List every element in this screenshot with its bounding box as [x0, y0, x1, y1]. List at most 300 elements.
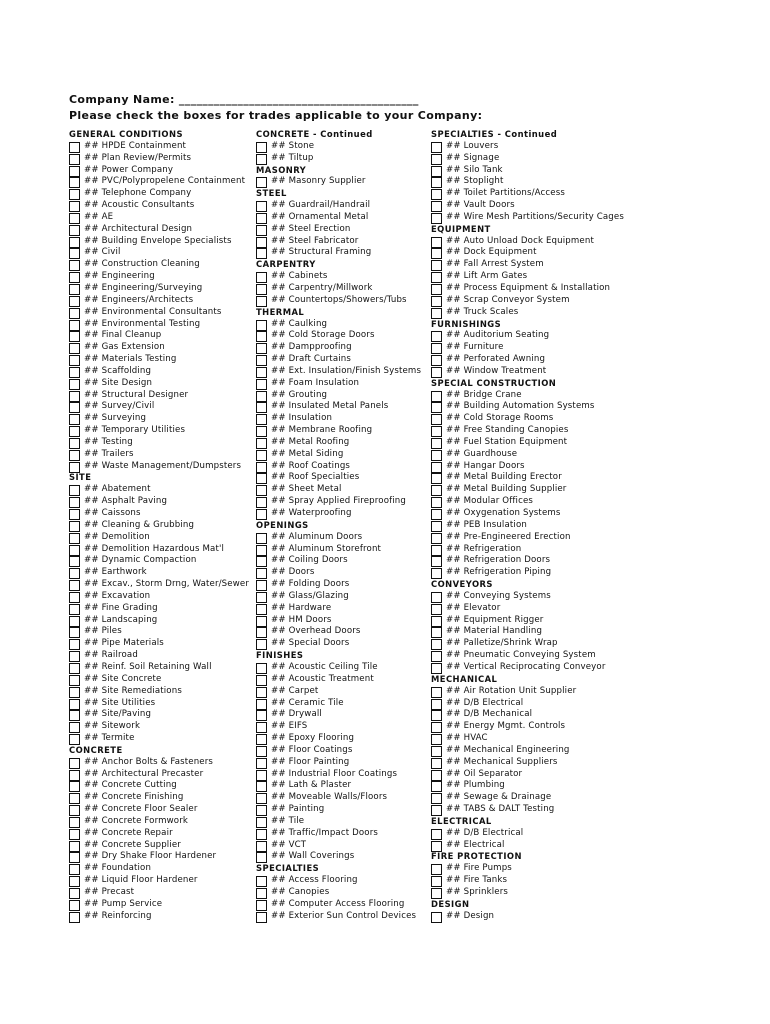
trade-checkbox[interactable] — [69, 438, 80, 449]
trade-checkbox[interactable] — [431, 391, 442, 402]
trade-checkbox[interactable] — [256, 497, 267, 508]
trade-item[interactable] — [256, 709, 430, 721]
trade-checkbox[interactable] — [256, 758, 267, 769]
trade-item[interactable] — [431, 295, 636, 307]
trade-checkbox[interactable] — [431, 213, 442, 224]
trade-item[interactable] — [256, 792, 430, 804]
trade-checkbox[interactable] — [256, 367, 267, 378]
trade-checkbox[interactable] — [256, 154, 267, 165]
trade-item[interactable] — [256, 484, 430, 496]
trade-item[interactable] — [256, 212, 430, 224]
trade-checkbox[interactable] — [69, 545, 80, 556]
trade-checkbox[interactable] — [431, 402, 442, 413]
trade-item[interactable] — [256, 804, 430, 816]
trade-item[interactable] — [256, 899, 430, 911]
trade-checkbox[interactable] — [69, 852, 80, 863]
trade-checkbox[interactable] — [431, 462, 442, 473]
trade-item[interactable] — [69, 401, 257, 413]
trade-item[interactable] — [256, 721, 430, 733]
trade-checkbox[interactable] — [256, 687, 267, 698]
trade-item[interactable] — [431, 721, 636, 733]
trade-item[interactable] — [431, 520, 636, 532]
trade-item[interactable] — [431, 508, 636, 520]
trade-checkbox[interactable] — [69, 912, 80, 923]
trade-checkbox[interactable] — [256, 533, 267, 544]
trade-item[interactable] — [69, 165, 257, 177]
trade-item[interactable] — [69, 875, 257, 887]
trade-checkbox[interactable] — [69, 426, 80, 437]
trade-checkbox[interactable] — [256, 320, 267, 331]
trade-checkbox[interactable] — [69, 296, 80, 307]
trade-item[interactable] — [69, 413, 257, 425]
trade-checkbox[interactable] — [256, 355, 267, 366]
trade-item[interactable] — [431, 366, 636, 378]
trade-item[interactable] — [69, 662, 257, 674]
trade-item[interactable] — [256, 555, 430, 567]
trade-item[interactable] — [256, 271, 430, 283]
trade-item[interactable] — [256, 449, 430, 461]
trade-checkbox[interactable] — [69, 900, 80, 911]
trade-checkbox[interactable] — [256, 663, 267, 674]
trade-checkbox[interactable] — [431, 272, 442, 283]
trade-checkbox[interactable] — [431, 592, 442, 603]
trade-item[interactable] — [256, 579, 430, 591]
trade-item[interactable] — [256, 626, 430, 638]
trade-item[interactable] — [69, 698, 257, 710]
trade-checkbox[interactable] — [431, 142, 442, 153]
trade-checkbox[interactable] — [69, 355, 80, 366]
trade-item[interactable] — [69, 863, 257, 875]
trade-item[interactable] — [69, 437, 257, 449]
trade-checkbox[interactable] — [256, 734, 267, 745]
trade-checkbox[interactable] — [431, 284, 442, 295]
trade-checkbox[interactable] — [431, 746, 442, 757]
trade-item[interactable] — [256, 437, 430, 449]
trade-item[interactable] — [431, 271, 636, 283]
trade-item[interactable] — [69, 638, 257, 650]
trade-checkbox[interactable] — [431, 438, 442, 449]
trade-item[interactable] — [431, 354, 636, 366]
trade-checkbox[interactable] — [256, 852, 267, 863]
trade-checkbox[interactable] — [69, 592, 80, 603]
trade-checkbox[interactable] — [431, 758, 442, 769]
trade-checkbox[interactable] — [431, 663, 442, 674]
trade-checkbox[interactable] — [69, 485, 80, 496]
trade-item[interactable] — [431, 236, 636, 248]
trade-item[interactable] — [256, 686, 430, 698]
trade-checkbox[interactable] — [69, 604, 80, 615]
trade-item[interactable] — [431, 283, 636, 295]
trade-item[interactable] — [69, 911, 257, 923]
trade-checkbox[interactable] — [431, 639, 442, 650]
trade-item[interactable] — [431, 698, 636, 710]
trade-item[interactable] — [256, 591, 430, 603]
trade-checkbox[interactable] — [431, 414, 442, 425]
trade-item[interactable] — [256, 840, 430, 852]
trade-item[interactable] — [69, 378, 257, 390]
trade-item[interactable] — [69, 319, 257, 331]
trade-item[interactable] — [69, 247, 257, 259]
trade-checkbox[interactable] — [69, 663, 80, 674]
trade-item[interactable] — [256, 615, 430, 627]
trade-item[interactable] — [431, 330, 636, 342]
trade-checkbox[interactable] — [431, 545, 442, 556]
trade-item[interactable] — [256, 733, 430, 745]
trade-checkbox[interactable] — [69, 331, 80, 342]
trade-item[interactable] — [69, 224, 257, 236]
trade-checkbox[interactable] — [431, 793, 442, 804]
trade-item[interactable] — [256, 851, 430, 863]
trade-checkbox[interactable] — [431, 781, 442, 792]
trade-checkbox[interactable] — [69, 272, 80, 283]
trade-item[interactable] — [256, 567, 430, 579]
trade-checkbox[interactable] — [431, 154, 442, 165]
trade-item[interactable] — [69, 496, 257, 508]
trade-item[interactable] — [431, 603, 636, 615]
trade-item[interactable] — [69, 295, 257, 307]
trade-checkbox[interactable] — [431, 841, 442, 852]
trade-checkbox[interactable] — [69, 639, 80, 650]
trade-checkbox[interactable] — [431, 355, 442, 366]
trade-item[interactable] — [256, 508, 430, 520]
trade-item[interactable] — [256, 544, 430, 556]
trade-checkbox[interactable] — [69, 758, 80, 769]
trade-checkbox[interactable] — [256, 841, 267, 852]
trade-item[interactable] — [69, 780, 257, 792]
trade-item[interactable] — [69, 851, 257, 863]
trade-item[interactable] — [69, 816, 257, 828]
trade-checkbox[interactable] — [69, 616, 80, 627]
trade-item[interactable] — [256, 828, 430, 840]
trade-item[interactable] — [69, 236, 257, 248]
trade-checkbox[interactable] — [69, 710, 80, 721]
trade-checkbox[interactable] — [431, 604, 442, 615]
trade-checkbox[interactable] — [256, 627, 267, 638]
trade-checkbox[interactable] — [256, 604, 267, 615]
trade-item[interactable] — [431, 555, 636, 567]
trade-checkbox[interactable] — [431, 260, 442, 271]
trade-item[interactable] — [256, 496, 430, 508]
trade-checkbox[interactable] — [69, 237, 80, 248]
trade-item[interactable] — [431, 626, 636, 638]
trade-item[interactable] — [69, 461, 257, 473]
trade-item[interactable] — [256, 780, 430, 792]
trade-checkbox[interactable] — [69, 462, 80, 473]
trade-item[interactable] — [256, 413, 430, 425]
trade-checkbox[interactable] — [431, 627, 442, 638]
trade-checkbox[interactable] — [256, 912, 267, 923]
trade-checkbox[interactable] — [431, 710, 442, 721]
trade-checkbox[interactable] — [69, 734, 80, 745]
trade-checkbox[interactable] — [69, 817, 80, 828]
trade-item[interactable] — [69, 307, 257, 319]
trade-item[interactable] — [256, 638, 430, 650]
trade-item[interactable] — [69, 544, 257, 556]
trade-checkbox[interactable] — [256, 746, 267, 757]
trade-item[interactable] — [431, 165, 636, 177]
trade-item[interactable] — [256, 745, 430, 757]
trade-checkbox[interactable] — [256, 284, 267, 295]
trade-checkbox[interactable] — [256, 177, 267, 188]
trade-item[interactable] — [69, 674, 257, 686]
trade-item[interactable] — [69, 390, 257, 402]
trade-item[interactable] — [431, 615, 636, 627]
trade-item[interactable] — [431, 200, 636, 212]
trade-item[interactable] — [256, 283, 430, 295]
trade-item[interactable] — [431, 425, 636, 437]
trade-checkbox[interactable] — [431, 651, 442, 662]
trade-checkbox[interactable] — [256, 237, 267, 248]
trade-checkbox[interactable] — [431, 521, 442, 532]
trade-checkbox[interactable] — [431, 497, 442, 508]
trade-item[interactable] — [431, 780, 636, 792]
trade-checkbox[interactable] — [431, 237, 442, 248]
trade-checkbox[interactable] — [256, 426, 267, 437]
trade-item[interactable] — [69, 804, 257, 816]
trade-item[interactable] — [431, 769, 636, 781]
trade-checkbox[interactable] — [431, 343, 442, 354]
trade-checkbox[interactable] — [431, 509, 442, 520]
trade-item[interactable] — [69, 899, 257, 911]
trade-checkbox[interactable] — [256, 817, 267, 828]
trade-item[interactable] — [69, 579, 257, 591]
trade-item[interactable] — [69, 484, 257, 496]
trade-checkbox[interactable] — [256, 568, 267, 579]
trade-item[interactable] — [431, 686, 636, 698]
trade-checkbox[interactable] — [256, 462, 267, 473]
trade-item[interactable] — [69, 449, 257, 461]
trade-checkbox[interactable] — [431, 687, 442, 698]
trade-checkbox[interactable] — [69, 367, 80, 378]
trade-checkbox[interactable] — [69, 568, 80, 579]
trade-checkbox[interactable] — [69, 225, 80, 236]
trade-item[interactable] — [431, 437, 636, 449]
trade-checkbox[interactable] — [69, 627, 80, 638]
trade-item[interactable] — [256, 461, 430, 473]
trade-checkbox[interactable] — [256, 616, 267, 627]
trade-checkbox[interactable] — [256, 888, 267, 899]
trade-item[interactable] — [431, 544, 636, 556]
trade-item[interactable] — [256, 603, 430, 615]
trade-checkbox[interactable] — [431, 450, 442, 461]
trade-item[interactable] — [431, 461, 636, 473]
trade-checkbox[interactable] — [256, 710, 267, 721]
trade-checkbox[interactable] — [69, 177, 80, 188]
trade-checkbox[interactable] — [431, 770, 442, 781]
trade-checkbox[interactable] — [431, 556, 442, 567]
trade-checkbox[interactable] — [256, 639, 267, 650]
trade-checkbox[interactable] — [256, 225, 267, 236]
trade-checkbox[interactable] — [431, 426, 442, 437]
trade-checkbox[interactable] — [431, 367, 442, 378]
trade-item[interactable] — [69, 650, 257, 662]
trade-item[interactable] — [256, 401, 430, 413]
trade-item[interactable] — [69, 330, 257, 342]
trade-checkbox[interactable] — [69, 379, 80, 390]
trade-item[interactable] — [256, 342, 430, 354]
trade-checkbox[interactable] — [431, 912, 442, 923]
trade-checkbox[interactable] — [256, 509, 267, 520]
trade-item[interactable] — [256, 816, 430, 828]
trade-checkbox[interactable] — [431, 248, 442, 259]
trade-item[interactable] — [69, 425, 257, 437]
trade-checkbox[interactable] — [69, 154, 80, 165]
trade-checkbox[interactable] — [256, 379, 267, 390]
trade-checkbox[interactable] — [431, 296, 442, 307]
trade-checkbox[interactable] — [256, 201, 267, 212]
trade-item[interactable] — [256, 769, 430, 781]
trade-item[interactable] — [256, 330, 430, 342]
trade-item[interactable] — [256, 153, 430, 165]
trade-item[interactable] — [256, 141, 430, 153]
trade-checkbox[interactable] — [69, 829, 80, 840]
trade-item[interactable] — [69, 366, 257, 378]
trade-item[interactable] — [256, 674, 430, 686]
trade-checkbox[interactable] — [69, 142, 80, 153]
trade-item[interactable] — [69, 283, 257, 295]
trade-checkbox[interactable] — [69, 781, 80, 792]
trade-checkbox[interactable] — [69, 722, 80, 733]
trade-item[interactable] — [431, 591, 636, 603]
trade-item[interactable] — [256, 236, 430, 248]
trade-item[interactable] — [69, 259, 257, 271]
trade-checkbox[interactable] — [431, 829, 442, 840]
trade-item[interactable] — [431, 567, 636, 579]
trade-item[interactable] — [431, 828, 636, 840]
trade-checkbox[interactable] — [256, 331, 267, 342]
trade-item[interactable] — [256, 887, 430, 899]
trade-item[interactable] — [431, 472, 636, 484]
trade-checkbox[interactable] — [256, 580, 267, 591]
trade-checkbox[interactable] — [256, 402, 267, 413]
trade-checkbox[interactable] — [69, 805, 80, 816]
trade-checkbox[interactable] — [431, 308, 442, 319]
trade-checkbox[interactable] — [256, 722, 267, 733]
trade-item[interactable] — [256, 532, 430, 544]
trade-item[interactable] — [431, 259, 636, 271]
trade-checkbox[interactable] — [431, 616, 442, 627]
trade-item[interactable] — [431, 662, 636, 674]
trade-checkbox[interactable] — [69, 308, 80, 319]
trade-item[interactable] — [256, 757, 430, 769]
trade-checkbox[interactable] — [256, 793, 267, 804]
trade-checkbox[interactable] — [69, 450, 80, 461]
trade-item[interactable] — [431, 863, 636, 875]
trade-checkbox[interactable] — [256, 213, 267, 224]
trade-checkbox[interactable] — [69, 414, 80, 425]
trade-checkbox[interactable] — [69, 675, 80, 686]
trade-checkbox[interactable] — [69, 888, 80, 899]
trade-checkbox[interactable] — [256, 343, 267, 354]
trade-item[interactable] — [431, 650, 636, 662]
trade-checkbox[interactable] — [431, 568, 442, 579]
trade-item[interactable] — [431, 212, 636, 224]
trade-item[interactable] — [256, 472, 430, 484]
trade-checkbox[interactable] — [256, 805, 267, 816]
trade-item[interactable] — [69, 709, 257, 721]
trade-checkbox[interactable] — [69, 497, 80, 508]
trade-item[interactable] — [431, 496, 636, 508]
trade-checkbox[interactable] — [256, 438, 267, 449]
trade-checkbox[interactable] — [69, 687, 80, 698]
trade-checkbox[interactable] — [431, 177, 442, 188]
trade-item[interactable] — [431, 176, 636, 188]
trade-item[interactable] — [69, 176, 257, 188]
trade-checkbox[interactable] — [69, 556, 80, 567]
trade-checkbox[interactable] — [256, 876, 267, 887]
trade-checkbox[interactable] — [256, 545, 267, 556]
trade-checkbox[interactable] — [256, 450, 267, 461]
trade-item[interactable] — [69, 603, 257, 615]
trade-item[interactable] — [256, 176, 430, 188]
trade-checkbox[interactable] — [256, 142, 267, 153]
trade-checkbox[interactable] — [69, 876, 80, 887]
trade-checkbox[interactable] — [431, 699, 442, 710]
trade-item[interactable] — [431, 911, 636, 923]
trade-item[interactable] — [256, 911, 430, 923]
trade-item[interactable] — [431, 840, 636, 852]
trade-checkbox[interactable] — [431, 734, 442, 745]
trade-checkbox[interactable] — [431, 888, 442, 899]
trade-checkbox[interactable] — [69, 248, 80, 259]
trade-item[interactable] — [69, 840, 257, 852]
trade-checkbox[interactable] — [69, 580, 80, 591]
trade-item[interactable] — [431, 532, 636, 544]
trade-item[interactable] — [431, 247, 636, 259]
trade-item[interactable] — [256, 200, 430, 212]
trade-checkbox[interactable] — [256, 829, 267, 840]
trade-checkbox[interactable] — [256, 900, 267, 911]
trade-checkbox[interactable] — [431, 201, 442, 212]
trade-checkbox[interactable] — [69, 699, 80, 710]
trade-checkbox[interactable] — [256, 473, 267, 484]
trade-checkbox[interactable] — [256, 675, 267, 686]
trade-checkbox[interactable] — [69, 166, 80, 177]
trade-checkbox[interactable] — [69, 320, 80, 331]
trade-item[interactable] — [69, 733, 257, 745]
trade-item[interactable] — [69, 721, 257, 733]
trade-item[interactable] — [431, 484, 636, 496]
trade-checkbox[interactable] — [69, 213, 80, 224]
trade-checkbox[interactable] — [69, 651, 80, 662]
trade-checkbox[interactable] — [431, 805, 442, 816]
trade-item[interactable] — [69, 591, 257, 603]
trade-item[interactable] — [256, 875, 430, 887]
trade-item[interactable] — [256, 662, 430, 674]
trade-item[interactable] — [69, 520, 257, 532]
trade-checkbox[interactable] — [69, 864, 80, 875]
trade-item[interactable] — [431, 153, 636, 165]
trade-checkbox[interactable] — [69, 260, 80, 271]
trade-item[interactable] — [69, 153, 257, 165]
trade-item[interactable] — [69, 141, 257, 153]
trade-item[interactable] — [256, 425, 430, 437]
trade-checkbox[interactable] — [431, 189, 442, 200]
trade-checkbox[interactable] — [69, 533, 80, 544]
trade-item[interactable] — [431, 141, 636, 153]
trade-checkbox[interactable] — [69, 793, 80, 804]
trade-item[interactable] — [431, 413, 636, 425]
trade-checkbox[interactable] — [431, 722, 442, 733]
trade-checkbox[interactable] — [431, 533, 442, 544]
trade-checkbox[interactable] — [69, 189, 80, 200]
trade-checkbox[interactable] — [256, 485, 267, 496]
trade-checkbox[interactable] — [431, 864, 442, 875]
trade-item[interactable] — [69, 615, 257, 627]
trade-checkbox[interactable] — [69, 521, 80, 532]
trade-checkbox[interactable] — [256, 781, 267, 792]
trade-item[interactable] — [69, 828, 257, 840]
